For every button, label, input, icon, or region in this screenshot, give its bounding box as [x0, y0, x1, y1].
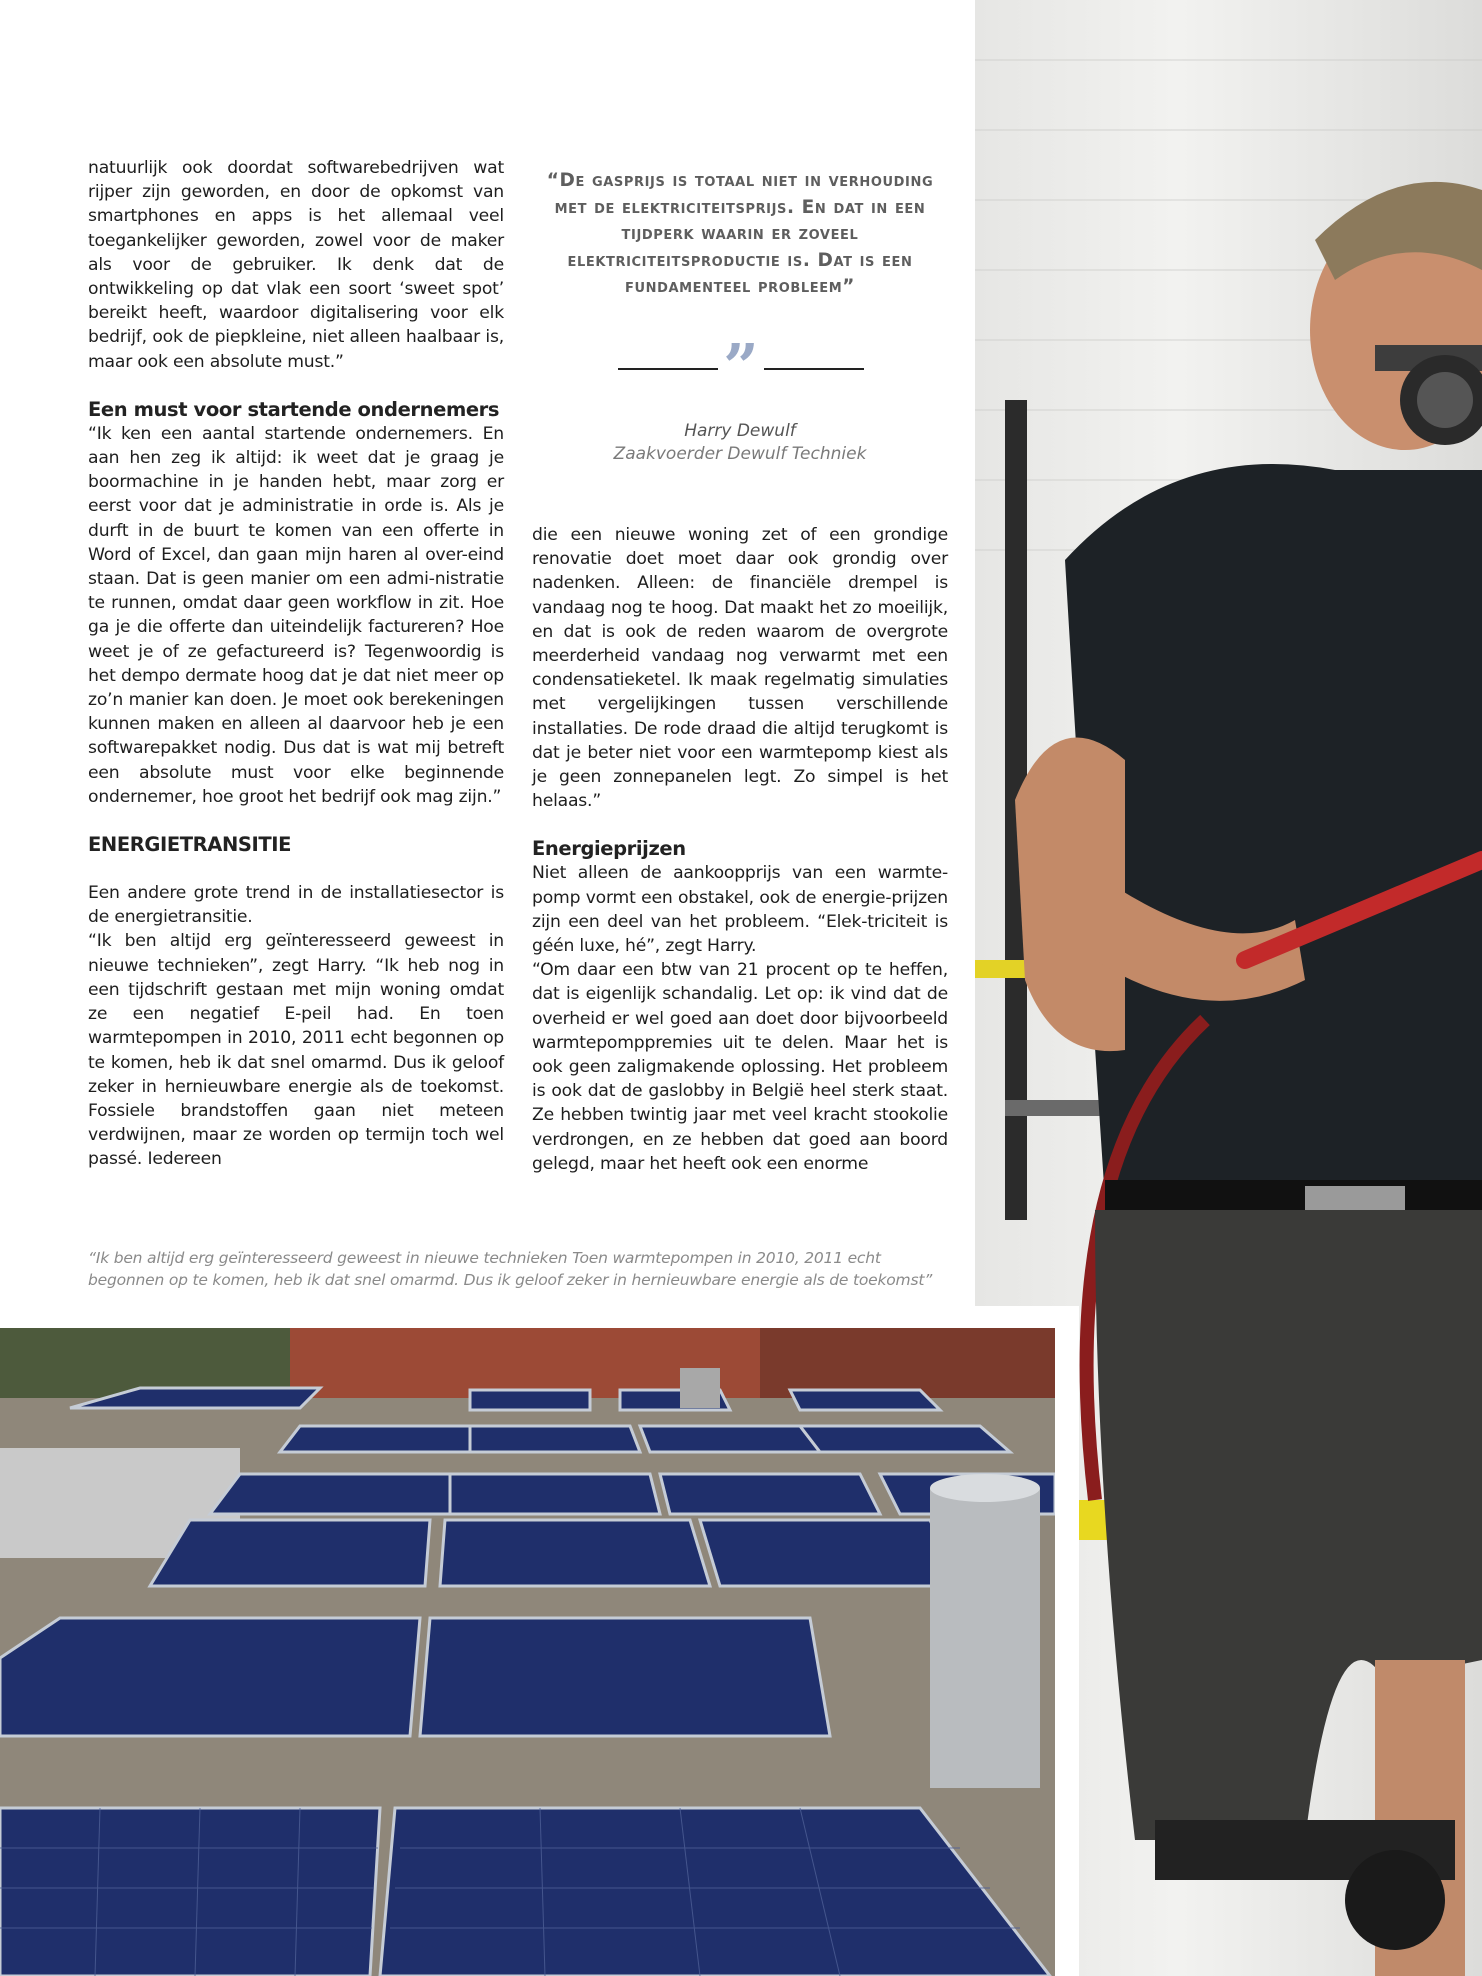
- divider-line: [618, 368, 718, 370]
- article-column-left: [88, 156, 504, 1172]
- photo-frame: [0, 1306, 1079, 1328]
- photo-frame: [1055, 1306, 1079, 1976]
- photo-caption: “Ik ben altijd erg geïnteresseerd geweest in nieuwe technieken Toen warmtepompen in 2010, 2011 echt begonnen op te komen, heb ik dat snel omarmd. Dus ik geloof zeker in hernieuwbare energie als de toekomst”: [88, 1249, 933, 1289]
- section-heading-energieprijzen: Energieprijzen: [532, 837, 686, 861]
- section-heading-energietransitie: ENERGIETRANSITIE: [88, 833, 292, 857]
- paragraph: die een nieuwe woning zet of een grondige renovatie doet moet daar ook grondig over nadenken. Alleen: de financiële drempel is vandaag nog te hoog. Dat maakt het zo moeilijk, en dat is ook de reden waarom de overgrote meerderheid vandaag nog verwarmt met een condensatieketel. Ik maak regelmatig simulaties met vergelijkingen tussen verschillende installaties. De rode draad die altijd terugkomt is dat je beter niet voor een warmtepomp kiest als je geen zonnepanelen legt. Zo simpel is het helaas.”: [532, 525, 948, 812]
- solar-roof-illustration: [0, 1328, 1055, 1976]
- solar-panels-photo: [0, 1328, 1055, 1976]
- paragraph: Een andere grote trend in de installatiesector is de energietransitie.: [88, 883, 504, 928]
- article-column-right: [532, 523, 948, 1176]
- paragraph: “Ik ken een aantal startende ondernemers. En aan hen zeg ik altijd: ik weet dat je graag je boormachine in je handen hebt, maar zorg er eerst voor dat je administratie in orde is. Als je durft in de buurt te komen van een offerte in Word of Excel, dan gaan mijn haren al over-eind staan. Dat is geen manier om een admi-nistratie te runnen, omdat daar geen workflow in zit. Hoe ga je die offerte dan uiteindelijk factureren? Hoe weet je of ze gefactureerd is? Tegenwoordig is het dempo dermate hoog dat je dat niet meer op zo’n manier kan doen. Je moet ook berekeningen kunnen maken en alleen al daarvoor heb je een softwarepakket nodig. Dus dat is wat mij betreft een absolute must voor elke beginnende ondernemer, hoe groot het bedrijf ook mag zijn.”: [88, 423, 504, 807]
- divider-line: [764, 368, 864, 370]
- paragraph: “Om daar een btw van 21 procent op te heffen, dat is eigenlijk schandalig. Let op: ik vind dat de overheid er wel goed aan doet door bijvoorbeeld warmtepomppremies uit te delen. Maar het is ook geen zaligmakende oplossing. Het probleem is ook dat de gaslobby in België heel sterk staat. Ze hebben twintig jaar met veel kracht stookolie verdrongen, en ze hebben dat goed aan boord gelegd, maar het heeft ook een enorme: [532, 960, 948, 1174]
- author-role: Zaakvoerder Dewulf Techniek: [613, 444, 867, 464]
- paragraph: natuurlijk ook doordat softwarebedrijven wat rijper zijn geworden, en door de opkomst van smartphones en apps is het allemaal veel toegankelijker geworden, zowel voor de maker als voor de gebruiker. Ik denk dat de ontwikkeling op dat vlak een soort ‘sweet spot’ bereikt heeft, waardoor digitalisering voor elk bedrijf, ook de piepkleine, niet alleen haalbaar is, maar ook een absolute must.”: [88, 158, 504, 372]
- section-heading-must: Een must voor startende ondernemers: [88, 397, 500, 421]
- quote-mark-icon: ”: [723, 330, 759, 403]
- quote-divider: [618, 330, 864, 403]
- author-name: Harry Dewulf: [684, 421, 796, 441]
- pull-quote: “De gasprijs is totaal niet in verhouding met de elektriciteitsprijs. En dat in een tijdperk waarin er zoveel elektriciteitsproductie is. Dat is een fundamenteel probleem”: [546, 170, 934, 297]
- paragraph: Niet alleen de aankoopprijs van een warmte-pomp vormt een obstakel, ook de energie-prijzen zijn een deel van het probleem. “Elek-triciteit is géén luxe, hé”, zegt Harry.: [532, 863, 948, 957]
- quote-attribution: [532, 420, 948, 466]
- paragraph: “Ik ben altijd erg geïnteresseerd geweest in nieuwe technieken”, zegt Harry. “Ik heb nog in een tijdschrift gestaan met mijn woning omdat ze een negatief E-peil had. En toen warmtepompen in 2010, 2011 echt begonnen op te komen, heb ik dat snel omarmd. Dus ik geloof zeker in hernieuwbare energie als de toekomst. Fossiele brandstoffen gaan niet meteen verdwijnen, maar ze worden op termijn toch wel passé. Iedereen: [88, 931, 504, 1170]
